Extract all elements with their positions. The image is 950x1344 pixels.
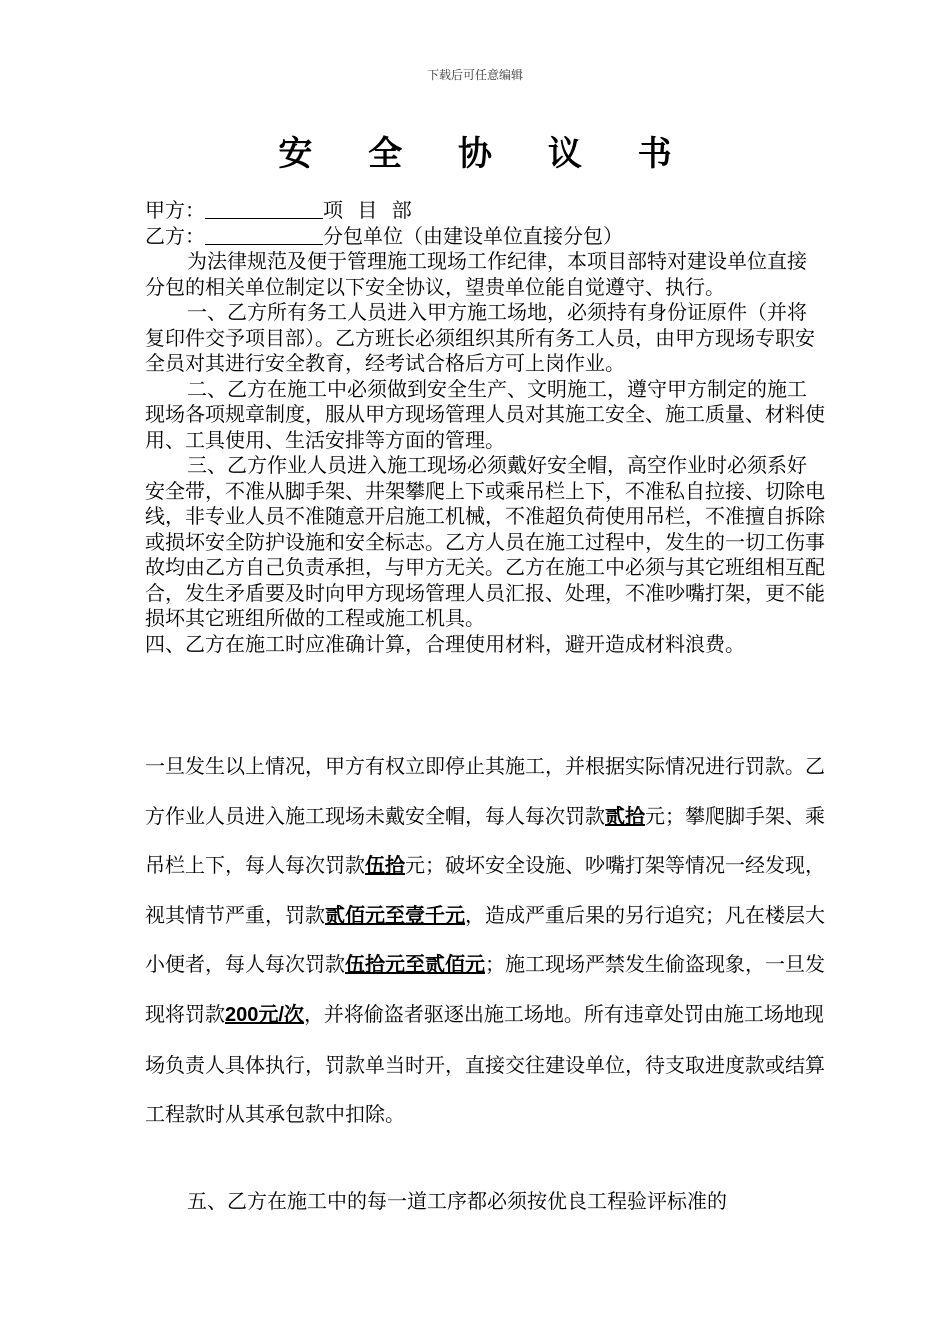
clause-3: 三、乙方作业人员进入施工现场必须戴好安全帽，高空作业时必须系好安全带，不准从脚手架、井架攀爬上下或乘吊栏上下，不准私自拉接、切除电线，非专业人员不准随意开启施工机械，不准超负荷使用吊栏，不准擅自拆除或损坏安全防护设施和安全标志。乙方人员在施工过程中，发生的一切工伤事故均由乙方自己负责承担，与甲方无关。乙方在施工中必须与其它班组相互配合，发生矛盾要及时向甲方现场管理人员汇报、处理，不准吵嘴打架，更不能损坏其它班组所做的工程或施工机具。 [145, 453, 825, 630]
fine-sanitation: 伍拾元至贰佰元 [345, 952, 485, 977]
fine-damage: 贰佰元至壹千元 [325, 902, 465, 927]
clause-1: 一、乙方所有务工人员进入甲方施工场地，必须持有身份证原件（并将复印件交予项目部）。乙方班长必须组织其所有务工人员，由甲方现场专职安全员对其进行安全教育，经考试合格后方可上岗作业。 [145, 300, 815, 375]
party-b-label: 乙方： [145, 223, 205, 248]
penalty-text-5: ；施工现场严禁发生偷盗现象，一旦发现将罚款 [145, 952, 825, 1026]
intro-paragraph: 为法律规范及便于管理施工现场工作纪律，本项目部特对建设单位直接分包的相关单位制定以下安全协议，望贵单位能自觉遵守、执行。 [145, 249, 807, 299]
party-a-blank [205, 200, 323, 219]
party-b-blank [205, 226, 323, 245]
penalty-text-4: ，造成严重后果的另行追究；凡在楼层大小便者，每人每次罚款 [145, 902, 825, 977]
document-body-upper [145, 198, 825, 657]
clause-4-first-line: 四、乙方在施工时应准确计算，合理使用材料，避开造成材料浪费。 [145, 631, 745, 656]
fine-theft: 200元/次 [225, 1003, 304, 1026]
penalty-text-6: ，并将偷盗者驱逐出施工场地。所有违章处罚由施工场地现场负责人具体执行，罚款单当时开，直接交往建设单位，待支取进度款或结算工程款时从其承包款中扣除。 [145, 1001, 825, 1127]
fine-helmet: 贰拾 [605, 803, 645, 828]
fine-climbing: 伍拾 [365, 853, 405, 878]
clause-2: 二、乙方在施工中必须做到安全生产、文明施工，遵守甲方制定的施工现场各项规章制度，服从甲方现场管理人员对其施工安全、施工质量、材料使用、工具使用、生活安排等方面的管理。 [145, 376, 825, 452]
party-a-label: 甲方： [145, 198, 205, 222]
penalty-text-2: 元；攀爬脚手架、乘吊栏上下，每人每次罚款 [145, 803, 825, 878]
document-body-penalties [145, 742, 825, 1140]
party-a-suffix: 项 目 部 [323, 198, 416, 222]
clause-5: 五、乙方在施工中的每一道工序都必须按优良工程验评标准的 [187, 1189, 727, 1213]
clause-4-penalties [145, 742, 825, 1140]
party-b-line [145, 224, 825, 250]
document-title: 安 全 协 议 书 [278, 134, 694, 174]
party-a-line [145, 198, 825, 224]
penalty-text-1: 一旦发生以上情况，甲方有权立即停止其施工，并根据实际情况进行罚款。乙方作业人员进入施工现场未戴安全帽，每人每次罚款 [145, 754, 825, 828]
party-b-suffix: 分包单位（由建设单位直接分包） [323, 223, 623, 248]
header-note: 下载后可任意编辑 [426, 68, 523, 82]
penalty-text-3: 元；破坏安全设施、吵嘴打架等情况一经发现，视其情节严重，罚款 [145, 853, 825, 927]
